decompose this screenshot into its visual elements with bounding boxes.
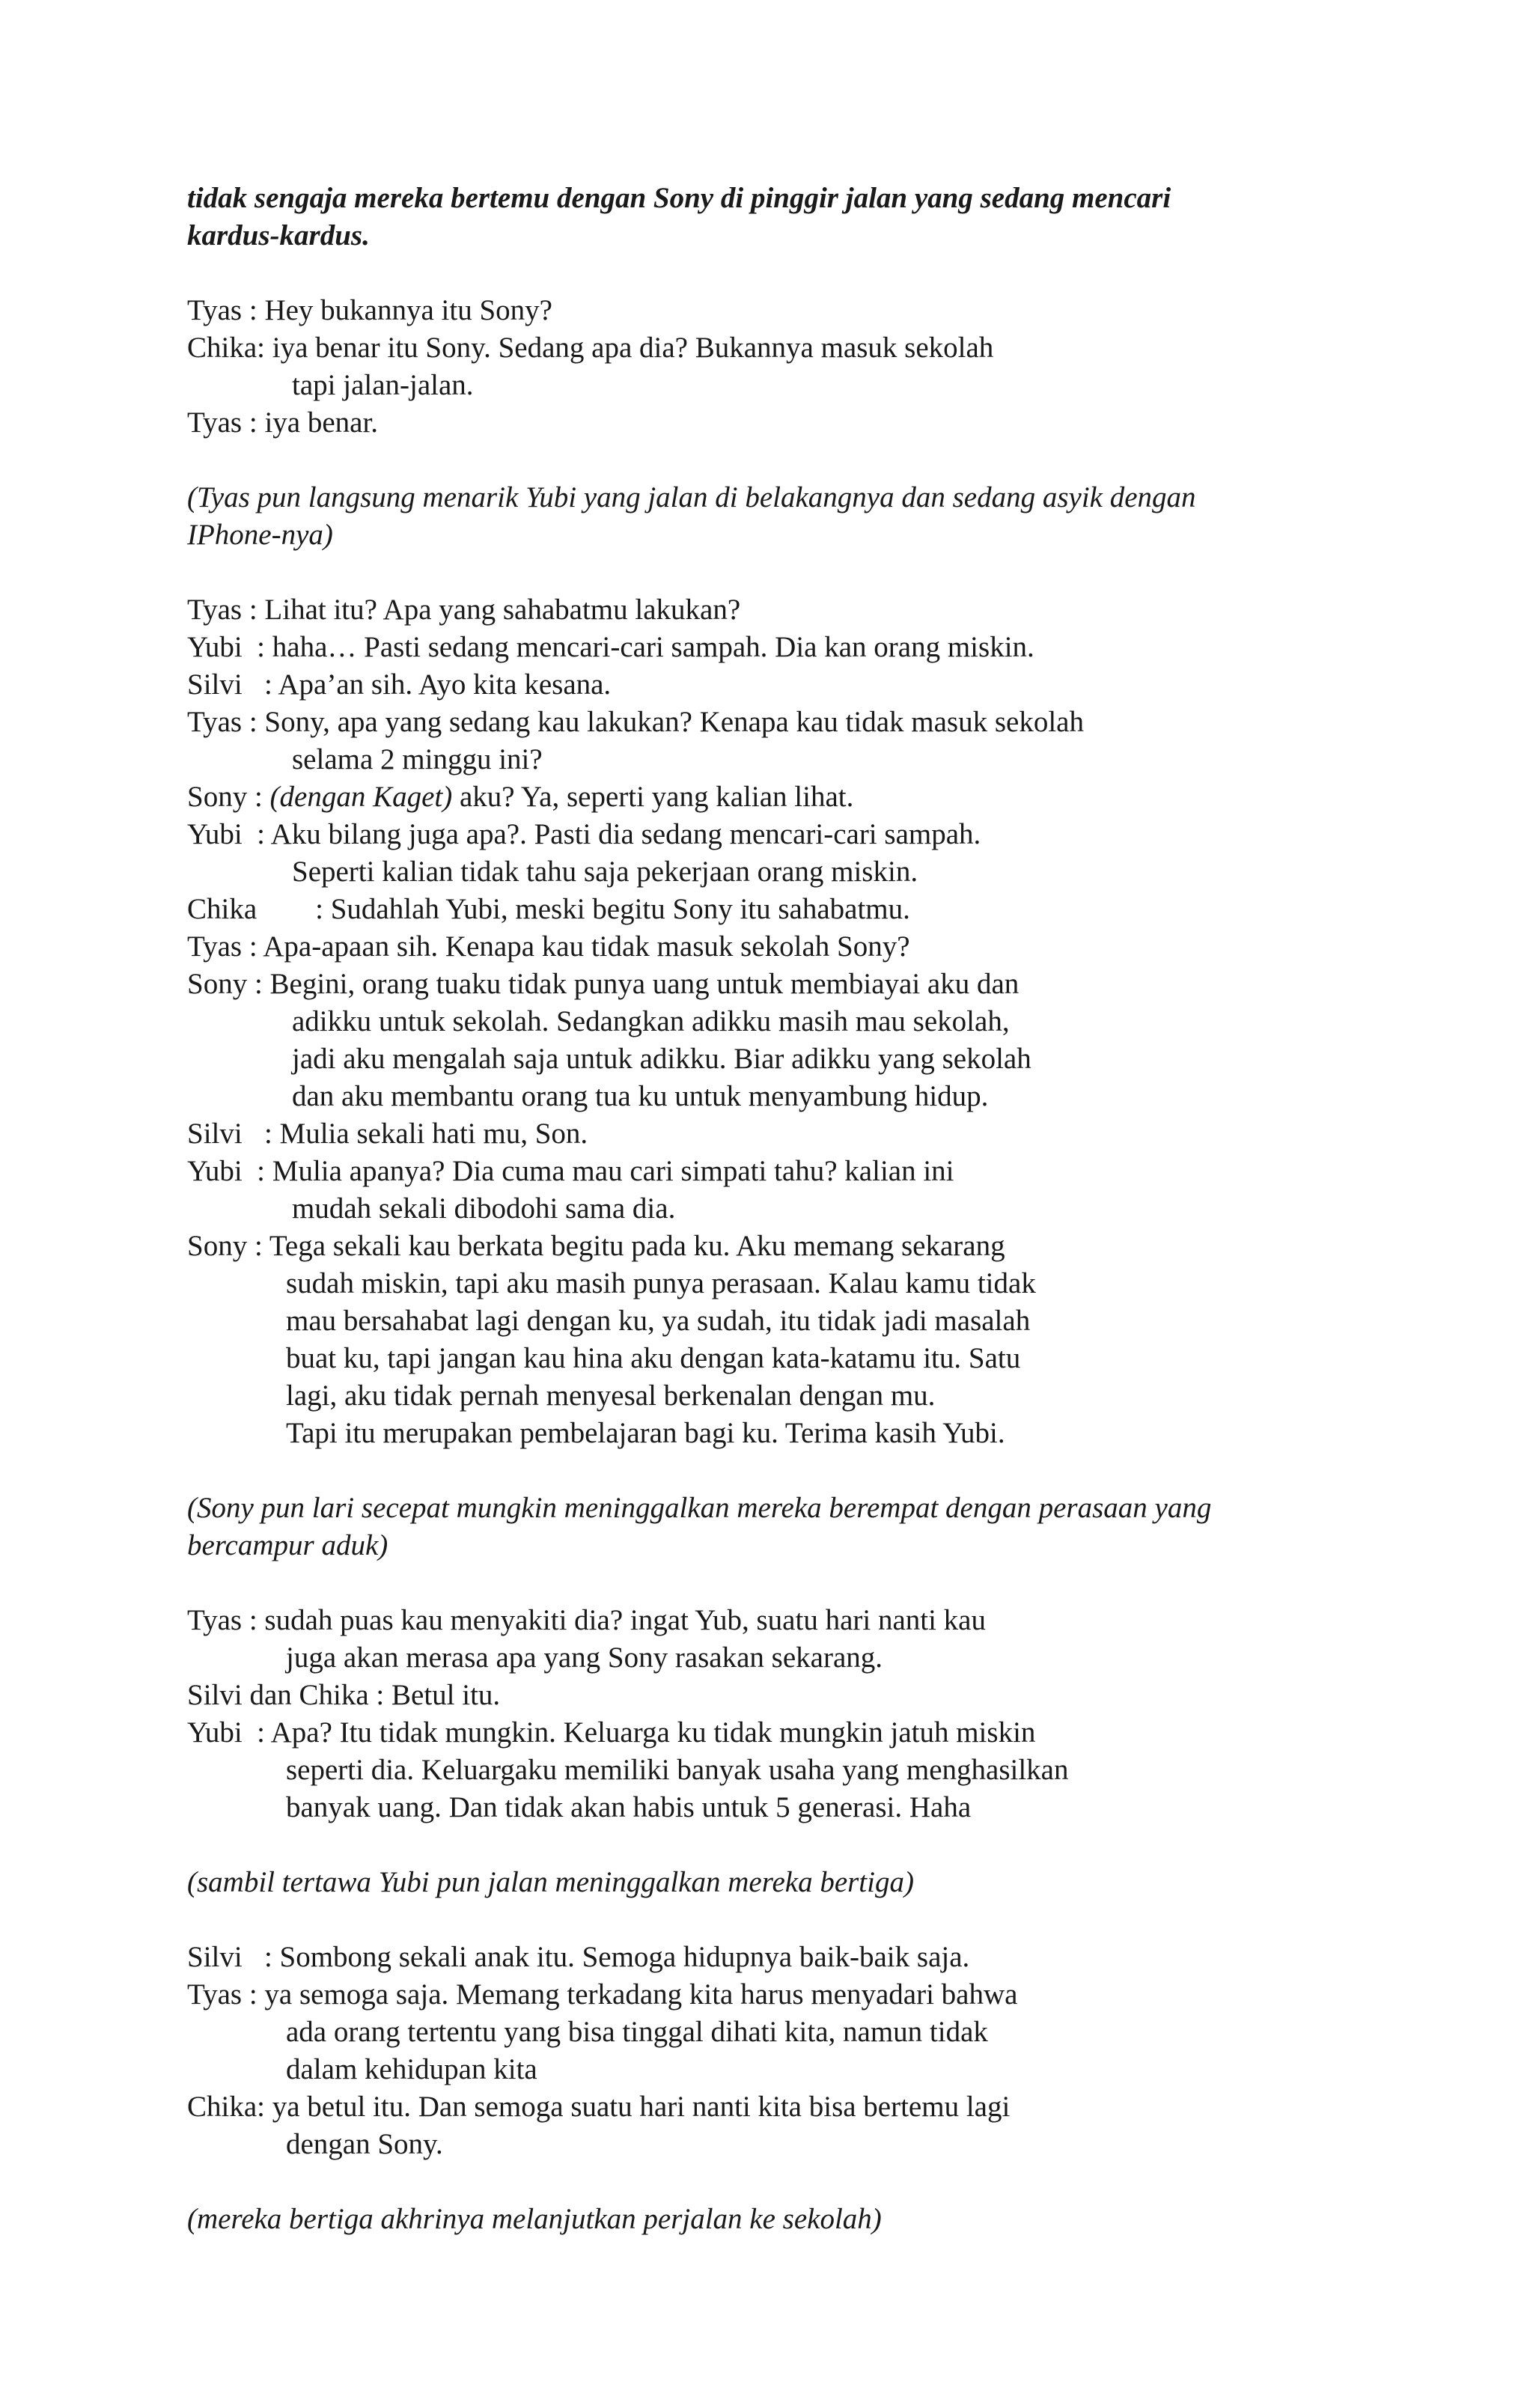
dialogue-line: Tyas : sudah puas kau menyakiti dia? ingat Yub, suatu hari nanti kau xyxy=(187,1604,986,1636)
dialogue-line: Tyas : ya semoga saja. Memang terkadang kita harus menyadari bahwa xyxy=(187,1978,1018,2011)
dialogue-line: Silvi : Sombong sekali anak itu. Semoga hidupnya baik-baik saja. xyxy=(187,1941,970,1973)
dialogue-continuation: banyak uang. Dan tidak akan habis untuk 5 generasi. Haha xyxy=(286,1791,972,1823)
dialogue-continuation: adikku untuk sekolah. Sedangkan adikku masih mau sekolah, xyxy=(292,1005,1010,1037)
dialogue-line: Silvi : Apa’an sih. Ayo kita kesana. xyxy=(187,668,612,701)
dialogue-line: Chika: ya betul itu. Dan semoga suatu hari nanti kita bisa bertemu lagi xyxy=(187,2091,1011,2123)
dialogue-line: Silvi dan Chika : Betul itu. xyxy=(187,1679,501,1711)
stage-direction: IPhone-nya) xyxy=(187,519,333,551)
dialogue-continuation: selama 2 minggu ini? xyxy=(292,743,543,775)
intro-line: tidak sengaja mereka bertemu dengan Sony di pinggir jalan yang sedang mencari xyxy=(187,182,1171,214)
dialogue-continuation: mau bersahabat lagi dengan ku, ya sudah, itu tidak jadi masalah xyxy=(286,1305,1031,1337)
dialogue-continuation: seperti dia. Keluargaku memiliki banyak usaha yang menghasilkan xyxy=(286,1754,1069,1786)
stage-direction: (Sony pun lari secepat mungkin meninggalkan mereka berempat dengan perasaan yang xyxy=(187,1492,1212,1524)
dialogue-continuation: dengan Sony. xyxy=(286,2128,443,2160)
dialogue-line: Yubi : Mulia apanya? Dia cuma mau cari simpati tahu? kalian ini xyxy=(187,1155,954,1187)
dialogue-line: Yubi : haha… Pasti sedang mencari-cari sampah. Dia kan orang miskin. xyxy=(187,631,1034,663)
dialogue-line: Sony : Begini, orang tuaku tidak punya uang untuk membiayai aku dan xyxy=(187,968,1020,1000)
dialogue-line: Tyas : Hey bukannya itu Sony? xyxy=(187,294,552,326)
dialogue-line: Sony : (dengan Kaget) aku? Ya, seperti yang kalian lihat. xyxy=(187,781,854,813)
dialogue-continuation: jadi aku mengalah saja untuk adikku. Biar adikku yang sekolah xyxy=(292,1043,1031,1075)
dialogue-line: Tyas : Sony, apa yang sedang kau lakukan? Kenapa kau tidak masuk sekolah xyxy=(187,706,1084,738)
inline-stage-direction: (dengan Kaget) xyxy=(269,781,453,813)
script-page xyxy=(187,180,1355,2238)
dialogue-continuation: buat ku, tapi jangan kau hina aku dengan kata-katamu itu. Satu xyxy=(286,1342,1021,1374)
dialogue-continuation: sudah miskin, tapi aku masih punya perasaan. Kalau kamu tidak xyxy=(286,1267,1036,1299)
dialogue-continuation: dan aku membantu orang tua ku untuk menyambung hidup. xyxy=(292,1080,989,1112)
dialogue-continuation: Tapi itu merupakan pembelajaran bagi ku. Terima kasih Yubi. xyxy=(286,1417,1005,1449)
dialogue-line: Chika : Sudahlah Yubi, meski begitu Sony itu sahabatmu. xyxy=(187,893,910,925)
dialogue-line: Yubi : Aku bilang juga apa?. Pasti dia sedang mencari-cari sampah. xyxy=(187,818,981,850)
dialogue-continuation: dalam kehidupan kita xyxy=(286,2053,537,2085)
dialogue-continuation: ada orang tertentu yang bisa tinggal dihati kita, namun tidak xyxy=(286,2016,988,2048)
dialogue-line: Tyas : Apa-apaan sih. Kenapa kau tidak masuk sekolah Sony? xyxy=(187,930,910,963)
dialogue-line: Tyas : Lihat itu? Apa yang sahabatmu lakukan? xyxy=(187,594,741,626)
dialogue-continuation: Seperti kalian tidak tahu saja pekerjaan orang miskin. xyxy=(292,856,918,888)
dialogue-continuation: tapi jalan-jalan. xyxy=(292,369,474,401)
intro-line: kardus-kardus. xyxy=(187,219,370,252)
dialogue-line: Yubi : Apa? Itu tidak mungkin. Keluarga ku tidak mungkin jatuh miskin xyxy=(187,1716,1036,1749)
dialogue-continuation: juga akan merasa apa yang Sony rasakan sekarang. xyxy=(286,1642,883,1674)
dialogue-line: Silvi : Mulia sekali hati mu, Son. xyxy=(187,1118,588,1150)
stage-direction: (Tyas pun langsung menarik Yubi yang jalan di belakangnya dan sedang asyik dengan xyxy=(187,481,1196,513)
dialogue-line: Sony : Tega sekali kau berkata begitu pada ku. Aku memang sekarang xyxy=(187,1230,1005,1262)
stage-direction: (mereka bertiga akhrinya melanjutkan perjalan ke sekolah) xyxy=(187,2203,882,2235)
stage-direction: bercampur aduk) xyxy=(187,1529,388,1561)
dialogue-line: Chika: iya benar itu Sony. Sedang apa dia? Bukannya masuk sekolah xyxy=(187,332,994,364)
stage-direction: (sambil tertawa Yubi pun jalan meninggalkan mereka bertiga) xyxy=(187,1866,914,1898)
dialogue-continuation: lagi, aku tidak pernah menyesal berkenalan dengan mu. xyxy=(286,1380,936,1412)
dialogue-line: Tyas : iya benar. xyxy=(187,406,379,439)
dialogue-continuation: mudah sekali dibodohi sama dia. xyxy=(292,1192,676,1225)
